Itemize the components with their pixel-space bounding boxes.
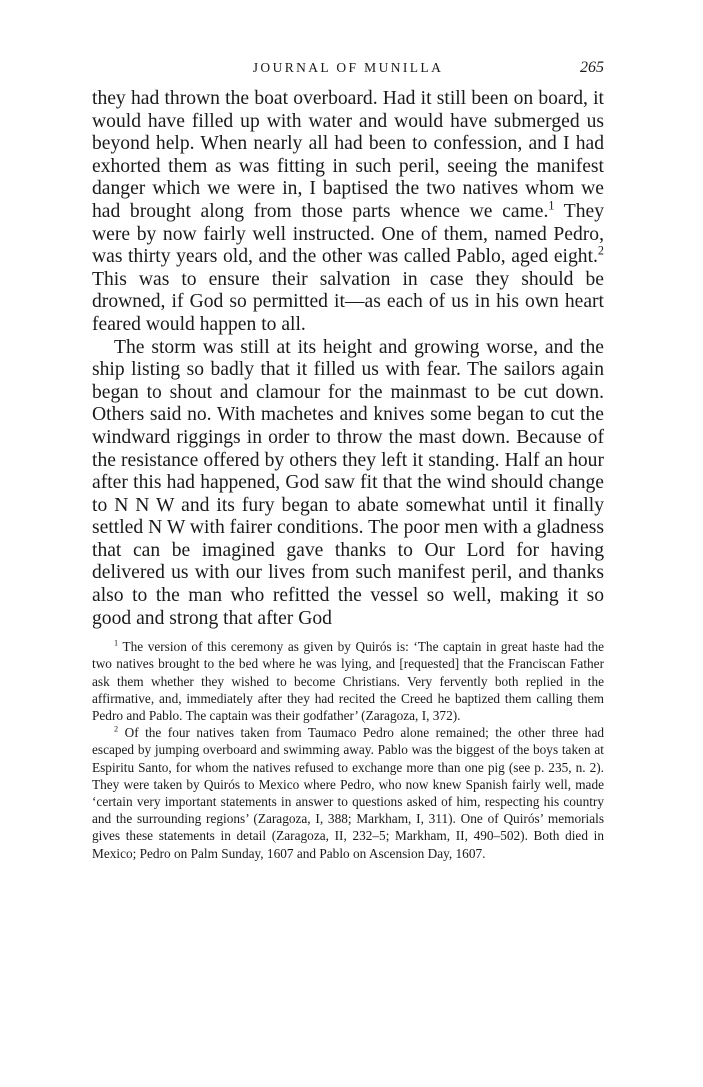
footnote-1-text: The version of this ceremony as given by Quirós is: ‘The captain in great haste had the two natives brought to the bed where he was lying, and [requested] that the Franciscan Father ask them whether they wished to become Christians. Very fervently both replied in the affirmative, and, immediately after they had recited the Creed he baptized them calling them Pedro and Pablo. The captain was their godfather’ (Zaragoza, I, 372). <box>92 639 604 724</box>
running-head <box>92 56 604 80</box>
book-page <box>92 56 604 862</box>
page-number: 265 <box>580 59 604 76</box>
paragraph-1-part-b: They were by now fairly well instructed. One of them, named Pedro, was thirty years old, and the other was called Pablo, aged eight. <box>92 200 605 268</box>
footnote-2-text: Of the four natives taken from Taumaco Pedro alone remained; the other three had escaped by jumping overboard and swimming away. Pablo was the biggest of the boys taken at Espiritu Santo, for whom the natives refused to exchange more than one pig (see p. 235, n. 2). They were taken by Quirós to Mexico where Pedro, who now knew Spanish fairly well, made ‘certain very important statements in answer to questions asked of him, respecting his country and the surrounding regions’ (Zaragoza, I, 388; Markham, I, 311). One of Quirós’ memorials gives these statements in detail (Zaragoza, II, 232–5; Markham, II, 490–502). Both died in Mexico; Pedro on Palm Sunday, 1607 and Pablo on Ascension Day, 1607. <box>92 725 604 861</box>
paragraph-1-part-a: they had thrown the boat overboard. Had it still been on board, it would have filled up with water and would have submerged us beyond help. When nearly all had been to confession, and I had exhorted them as was fitting in such peril, seeing the manifest danger which we were in, I baptised the two natives whom we had brought along from those parts whence we came. <box>92 88 604 222</box>
footnote-ref-2: 2 <box>597 243 604 258</box>
paragraph-1 <box>92 88 604 337</box>
paragraph-1-part-c: This was to ensure their salvation in case they should be drowned, if God so permitted it—as each of us in his own heart feared would happen to all. <box>92 268 604 335</box>
body-text <box>92 88 604 630</box>
footnote-ref-1: 1 <box>548 198 555 213</box>
running-title: JOURNAL OF MUNILLA <box>252 60 444 75</box>
footnote-2 <box>92 724 604 862</box>
footnote-2-marker: 2 <box>114 724 119 734</box>
footnotes <box>92 638 604 862</box>
footnote-1-marker: 1 <box>114 638 119 648</box>
paragraph-2: The storm was still at its height and growing worse, and the ship listing so badly that it filled us with fear. The sailors again began to shout and clamour for the mainmast to be cut down. Others said no. With machetes and knives some began to cut the windward riggings in order to throw the mast down. Because of the resistance offered by others they left it standing. Half an hour after this had happened, God saw fit that the wind should change to N N W and its fury began to abate somewhat until it finally settled N W with fairer conditions. The poor men with a gladness that can be imagined gave thanks to Our Lord for having delivered us with our lives from such manifest peril, and thanks also to the man who refitted the vessel so well, making it so good and strong that after God <box>92 336 604 629</box>
footnote-1 <box>92 638 604 724</box>
